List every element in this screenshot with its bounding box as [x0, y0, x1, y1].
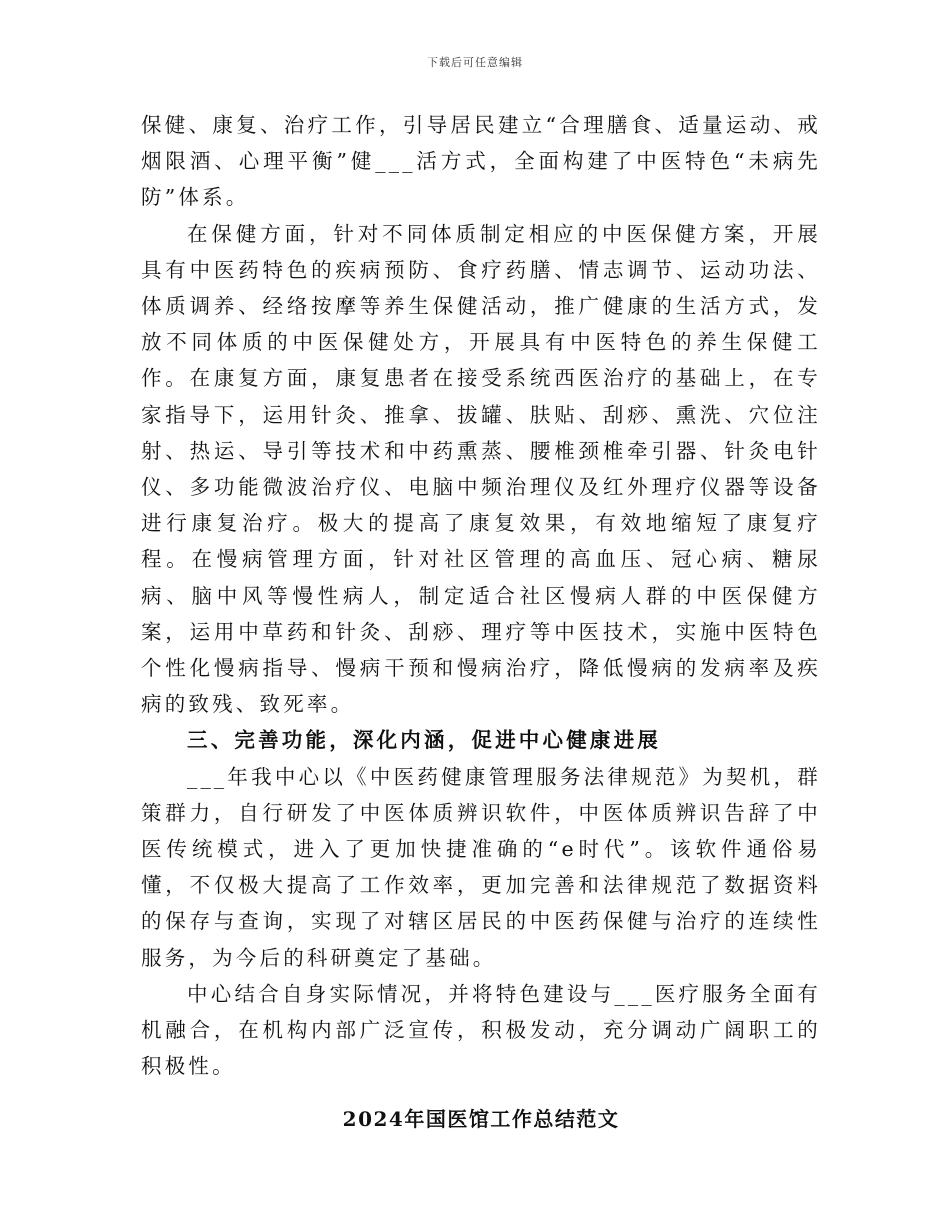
- document-title: 2024年国医馆工作总结范文: [342, 1107, 620, 1132]
- paragraph-continuation: 保健、康复、治疗工作，引导居民建立“合理膳食、适量运动、戒烟限酒、心理平衡”健___活方式，全面构建了中医特色“未病先防”体系。: [141, 113, 821, 210]
- paragraph-health-care: 在保健方面，针对不同体质制定相应的中医保健方案，开展具有中医药特色的疾病预防、食疗药膳、情志调节、运动功法、体质调养、经络按摩等养生保健活动，推广健康的生活方式，发放不同体质的中医保健处方，开展具有中医特色的养生保健工作。在康复方面，康复患者在接受系统西医治疗的基础上，在专家指导下，运用针灸、推拿、拔罐、肤贴、刮痧、熏洗、穴位注射、热运、导引等技术和中药熏蒸、腰椎颈椎牵引器、针灸电针仪、多功能微波治疗仪、电脑中频治理仪及红外理疗仪器等设备进行康复治疗。极大的提高了康复效果，有效地缩短了康复疗程。在慢病管理方面，针对社区管理的高血压、冠心病、糖尿病、脑中风等慢性病人，制定适合社区慢病人群的中医保健方案，运用中草药和针灸、刮痧、理疗等中医技术，实施中医特色个性化慢病指导、慢病干预和慢病治疗，降低慢病的发病率及疾病的致残、致死率。: [141, 221, 821, 717]
- header-note: 下载后可任意编辑: [427, 56, 523, 69]
- section-heading: 三、完善功能，深化内涵，促进中心健康进展: [187, 728, 661, 753]
- paragraph-software: ___年我中心以《中医药健康管理服务法律规范》为契机，群策群力，自行研发了中医体质辨识软件，中医体质辨识告辞了中医传统模式，进入了更加快捷准确的“e时代”。该软件通俗易懂，不仅极大提高了工作效率，更加完善和法律规范了数据资料的保存与查询，实现了对辖区居民的中医药保健与治疗的连续性服务，为今后的科研奠定了基础。: [141, 764, 821, 970]
- paragraph-integration: 中心结合自身实际情况，并将特色建设与___医疗服务全面有机融合，在机构内部广泛宣传，积极发动，充分调动广阔职工的积极性。: [141, 981, 821, 1079]
- document-body: [141, 107, 821, 1138]
